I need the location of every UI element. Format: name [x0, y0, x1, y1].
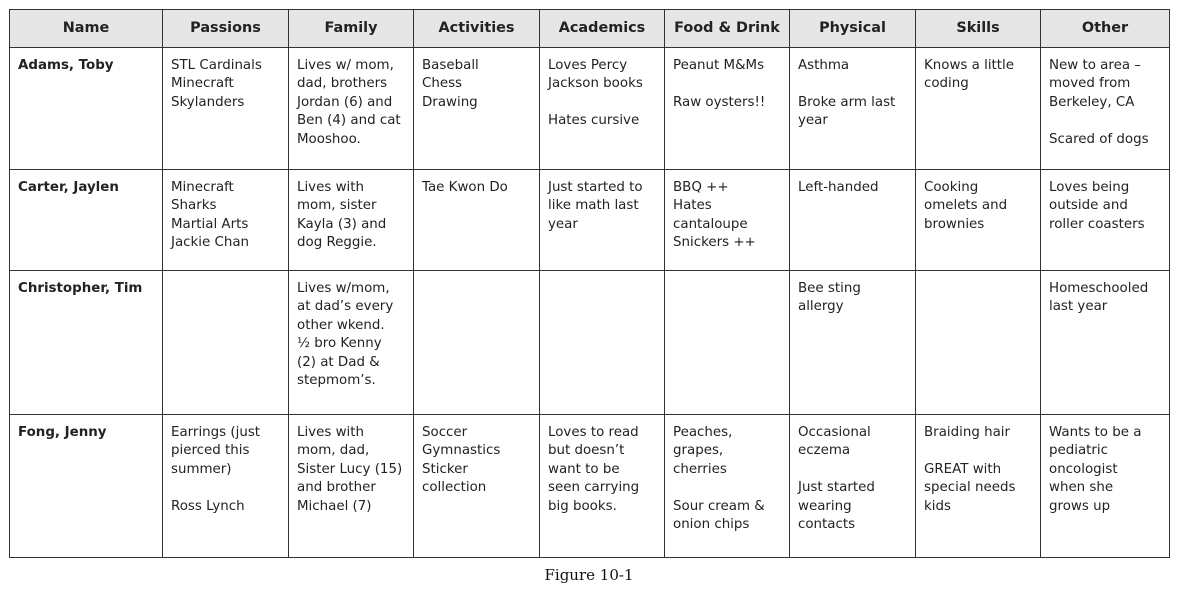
cell-line: like math last — [548, 198, 639, 214]
cell-line: contacts — [798, 517, 856, 533]
cell-line: but doesn’t — [548, 443, 625, 459]
cell-passions — [163, 415, 289, 558]
cell-line: stepmom’s. — [297, 373, 376, 389]
cell-line: Sister Lucy (15) — [297, 461, 403, 477]
table-body — [10, 48, 1170, 558]
cell-skills — [916, 48, 1041, 170]
cell-line: mom, dad, — [297, 443, 370, 459]
cell-line: Sharks — [171, 198, 217, 214]
cell-line — [673, 75, 781, 93]
cell-line: onion chips — [673, 517, 750, 533]
cell-family — [289, 271, 414, 415]
cell-line: STL Cardinals — [171, 58, 262, 73]
cell-passions — [163, 48, 289, 170]
cell-line: Baseball — [422, 58, 479, 73]
cell-line: Left-handed — [798, 180, 879, 195]
cell-line — [1049, 112, 1161, 130]
cell-family — [289, 48, 414, 170]
column-header-food-drink: Food & Drink — [665, 10, 790, 48]
cell-line: Chess — [422, 76, 463, 92]
cell-line: Bee sting — [798, 281, 861, 296]
cell-line: coding — [924, 76, 969, 92]
cell-physical — [790, 48, 916, 170]
cell-line — [673, 479, 781, 497]
cell-line: want to be — [548, 461, 620, 477]
cell-line: Minecraft — [171, 76, 234, 92]
cell-line: Jordan (6) and — [297, 94, 393, 110]
cell-physical — [790, 170, 916, 271]
cell-other — [1041, 170, 1170, 271]
cell-line: outside and — [1049, 198, 1128, 214]
cell-line: dad, brothers — [297, 76, 388, 92]
cell-line: Loves to read — [548, 425, 639, 440]
cell-line: grapes, — [673, 443, 724, 459]
figure-caption: Figure 10-1 — [544, 566, 634, 584]
cell-line: Snickers ++ — [673, 235, 756, 251]
cell-line: last year — [1049, 299, 1108, 315]
cell-line: Hates — [673, 198, 712, 214]
cell-skills — [916, 170, 1041, 271]
cell-food-drink — [665, 271, 790, 415]
cell-food-drink — [665, 48, 790, 170]
table-row — [10, 415, 1170, 558]
cell-line: Sticker — [422, 461, 468, 477]
cell-line — [924, 442, 1032, 460]
cell-line: GREAT with — [924, 461, 1002, 477]
cell-activities — [414, 170, 540, 271]
cell-line: Martial Arts — [171, 216, 249, 232]
cell-line: Homeschooled — [1049, 281, 1149, 296]
column-header-physical: Physical — [790, 10, 916, 48]
cell-line: and brother — [297, 480, 376, 496]
cell-line: grows up — [1049, 498, 1111, 514]
cell-other — [1041, 415, 1170, 558]
cell-line: Knows a little — [924, 58, 1015, 73]
cell-physical — [790, 271, 916, 415]
cell-line: Gymnastics — [422, 443, 501, 459]
cell-line: Broke arm last — [798, 94, 896, 110]
cell-line: big books. — [548, 498, 617, 514]
cell-line: wearing — [798, 498, 852, 514]
column-header-skills: Skills — [916, 10, 1041, 48]
cell-line: cantaloupe — [673, 216, 748, 232]
cell-line: Sour cream & — [673, 498, 765, 514]
cell-line: pediatric — [1049, 443, 1109, 459]
cell-line — [548, 94, 656, 112]
cell-line: Michael (7) — [297, 498, 372, 514]
column-header-activities: Activities — [414, 10, 540, 48]
cell-line: Peanut M&Ms — [673, 58, 765, 73]
cell-line: Scared of dogs — [1049, 131, 1149, 147]
cell-line: summer) — [171, 461, 232, 477]
cell-skills — [916, 271, 1041, 415]
cell-line: Lives w/mom, — [297, 281, 390, 296]
cell-skills — [916, 415, 1041, 558]
cell-passions — [163, 170, 289, 271]
cell-line: Kayla (3) and — [297, 216, 387, 232]
cell-academics — [540, 170, 665, 271]
column-header-academics: Academics — [540, 10, 665, 48]
cell-line: New to area – — [1049, 58, 1141, 73]
cell-line: Occasional — [798, 425, 871, 440]
cell-line: BBQ ++ — [673, 180, 729, 195]
cell-line: Jackie Chan — [171, 235, 250, 251]
cell-line: special needs — [924, 480, 1016, 496]
table-row — [10, 170, 1170, 271]
cell-line: seen carrying — [548, 480, 640, 496]
cell-line: Berkeley, CA — [1049, 94, 1135, 110]
cell-line: allergy — [798, 299, 844, 315]
cell-line: Tae Kwon Do — [422, 180, 508, 195]
cell-line: (2) at Dad & — [297, 354, 380, 370]
table-row — [10, 271, 1170, 415]
column-header-other: Other — [1041, 10, 1170, 48]
cell-line — [798, 461, 907, 479]
cell-line: omelets and — [924, 198, 1008, 214]
table-row — [10, 48, 1170, 170]
student-name-cell: Fong, Jenny — [10, 415, 163, 558]
cell-line: Mooshoo. — [297, 131, 361, 147]
cell-line: Wants to be a — [1049, 425, 1142, 440]
cell-line: Ben (4) and cat — [297, 113, 401, 129]
cell-line: Peaches, — [673, 425, 733, 440]
cell-line: Jackson books — [548, 76, 643, 92]
column-header-name: Name — [10, 10, 163, 48]
cell-line: other wkend. — [297, 317, 385, 333]
column-header-passions: Passions — [163, 10, 289, 48]
cell-line: oncologist — [1049, 461, 1118, 477]
cell-line: Ross Lynch — [171, 498, 245, 514]
cell-line: Lives with — [297, 180, 364, 195]
cell-academics — [540, 48, 665, 170]
cell-line: Hates cursive — [548, 113, 640, 129]
cell-academics — [540, 415, 665, 558]
cell-line: ½ bro Kenny — [297, 336, 382, 352]
cell-line: Raw oysters!! — [673, 94, 766, 110]
cell-line: Just started — [798, 480, 875, 496]
cell-line: dog Reggie. — [297, 235, 377, 251]
cell-line: Loves being — [1049, 180, 1130, 195]
cell-line: Earrings (just — [171, 425, 261, 440]
cell-line: eczema — [798, 443, 851, 459]
cell-line: collection — [422, 480, 487, 496]
cell-line: year — [798, 113, 828, 129]
cell-line: moved from — [1049, 76, 1131, 92]
cell-line: year — [548, 216, 578, 232]
cell-line: Skylanders — [171, 94, 245, 110]
cell-line: pierced this — [171, 443, 250, 459]
cell-line: kids — [924, 498, 951, 514]
cell-physical — [790, 415, 916, 558]
cell-line: Just started to — [548, 180, 643, 195]
cell-line: at dad’s every — [297, 299, 394, 315]
cell-line: when she — [1049, 480, 1114, 496]
cell-line: Lives w/ mom, — [297, 58, 394, 73]
cell-family — [289, 170, 414, 271]
cell-line — [798, 75, 907, 93]
cell-line: roller coasters — [1049, 216, 1145, 232]
student-name-cell: Adams, Toby — [10, 48, 163, 170]
cell-food-drink — [665, 415, 790, 558]
student-name-cell: Carter, Jaylen — [10, 170, 163, 271]
cell-line: Braiding hair — [924, 425, 1010, 440]
cell-family — [289, 415, 414, 558]
cell-line: Lives with — [297, 425, 364, 440]
cell-academics — [540, 271, 665, 415]
cell-line: Cooking — [924, 180, 979, 195]
cell-line: cherries — [673, 461, 727, 477]
cell-line: brownies — [924, 216, 985, 232]
cell-other — [1041, 271, 1170, 415]
student-name-cell: Christopher, Tim — [10, 271, 163, 415]
column-header-family: Family — [289, 10, 414, 48]
cell-activities — [414, 415, 540, 558]
table-header-row — [10, 10, 1170, 48]
cell-line — [171, 479, 280, 497]
cell-line: Drawing — [422, 94, 478, 110]
cell-activities — [414, 48, 540, 170]
cell-passions — [163, 271, 289, 415]
cell-line: mom, sister — [297, 198, 377, 214]
cell-other — [1041, 48, 1170, 170]
student-interest-table — [9, 9, 1170, 558]
cell-activities — [414, 271, 540, 415]
cell-food-drink — [665, 170, 790, 271]
cell-line: Minecraft — [171, 180, 234, 195]
cell-line: Loves Percy — [548, 58, 628, 73]
cell-line: Asthma — [798, 58, 850, 73]
cell-line: Soccer — [422, 425, 468, 440]
